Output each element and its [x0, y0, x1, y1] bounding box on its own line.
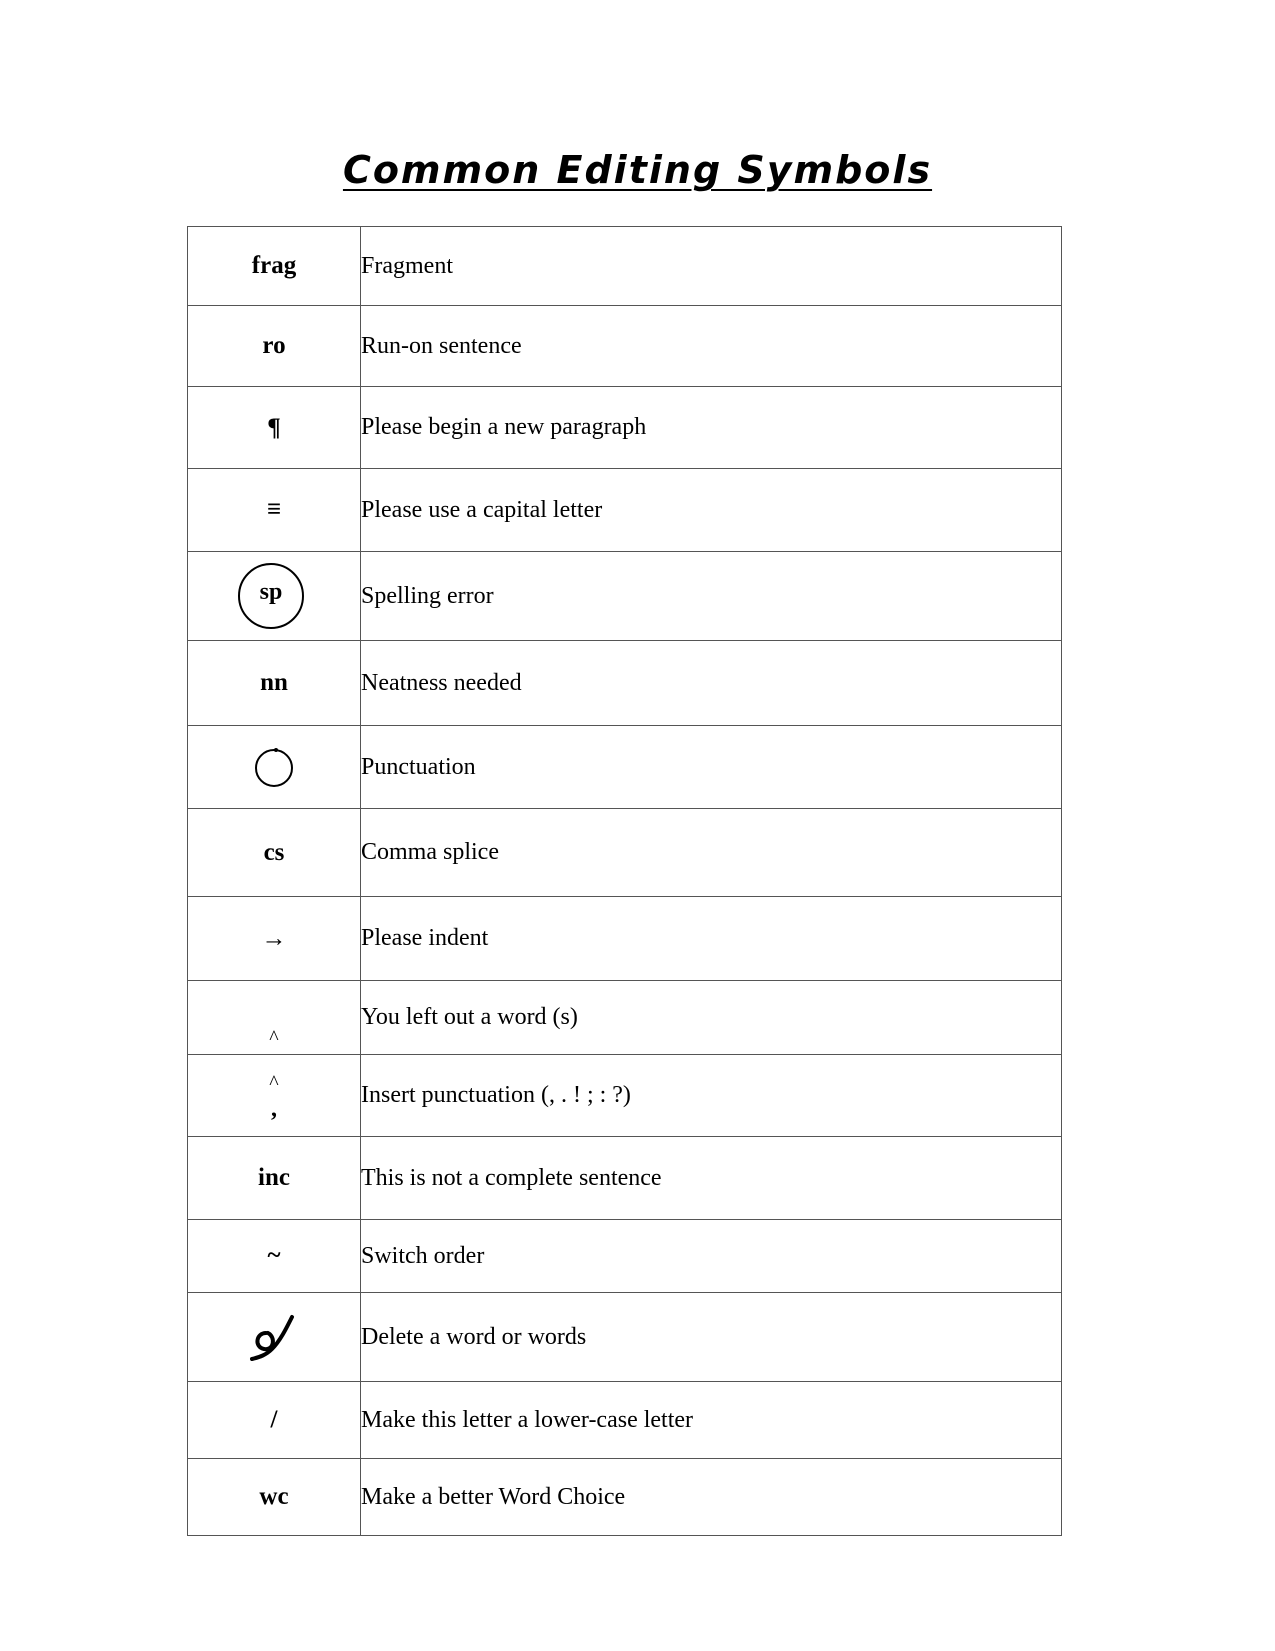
description-cell: Please indent [361, 897, 1062, 981]
table-row [188, 1220, 1062, 1293]
pilcrow-symbol: ¶ [188, 387, 361, 469]
table-row [188, 469, 1062, 552]
circled-sp-symbol: sp [238, 563, 304, 629]
description-cell: Switch order [361, 1220, 1062, 1293]
table-row [188, 897, 1062, 981]
tilde-symbol: ~ [188, 1220, 361, 1293]
symbol-cell [188, 726, 361, 809]
table-row [188, 1055, 1062, 1137]
delete-mark-icon [246, 1311, 302, 1363]
description-cell: Please use a capital letter [361, 469, 1062, 552]
table-row [188, 1382, 1062, 1459]
slash-symbol: / [188, 1382, 361, 1459]
caret-symbol: ^ [269, 1027, 279, 1049]
symbol-cell: frag [188, 227, 361, 306]
description-cell: Delete a word or words [361, 1293, 1062, 1382]
symbol-cell [188, 1055, 361, 1137]
description-cell: Spelling error [361, 552, 1062, 641]
caret-mark: ^ [269, 1072, 279, 1094]
symbol-cell [188, 552, 361, 641]
table-row [188, 1137, 1062, 1220]
table-row [188, 726, 1062, 809]
description-cell: Comma splice [361, 809, 1062, 897]
description-cell: This is not a complete sentence [361, 1137, 1062, 1220]
description-cell: Make a better Word Choice [361, 1459, 1062, 1536]
table-row [188, 981, 1062, 1055]
table-row [188, 552, 1062, 641]
table-row [188, 809, 1062, 897]
symbol-cell [188, 1293, 361, 1382]
indent-arrow-symbol: → [188, 897, 361, 981]
description-cell: Make this letter a lower-case letter [361, 1382, 1062, 1459]
description-cell: Please begin a new paragraph [361, 387, 1062, 469]
page-title: Common Editing Symbols [342, 148, 933, 192]
triple-underline-symbol: ≡ [188, 469, 361, 552]
symbol-cell: ro [188, 306, 361, 387]
table-row [188, 306, 1062, 387]
comma-mark: , [271, 1096, 277, 1122]
symbol-cell: nn [188, 641, 361, 726]
symbol-cell [188, 981, 361, 1055]
description-cell: Insert punctuation (, . ! ; : ?) [361, 1055, 1062, 1137]
table-row [188, 387, 1062, 469]
description-cell: Neatness needed [361, 641, 1062, 726]
caret-comma-symbol [188, 1073, 360, 1121]
table-row [188, 641, 1062, 726]
editing-symbols-table [187, 226, 1062, 1536]
description-cell: You left out a word (s) [361, 981, 1062, 1055]
table-row [188, 1459, 1062, 1536]
symbol-cell: cs [188, 809, 361, 897]
punctuation-circle-icon [252, 745, 296, 789]
description-cell: Punctuation [361, 726, 1062, 809]
table-row [188, 1293, 1062, 1382]
description-cell: Fragment [361, 227, 1062, 306]
symbol-cell: inc [188, 1137, 361, 1220]
description-cell: Run-on sentence [361, 306, 1062, 387]
table-row [188, 227, 1062, 306]
symbol-cell: wc [188, 1459, 361, 1536]
